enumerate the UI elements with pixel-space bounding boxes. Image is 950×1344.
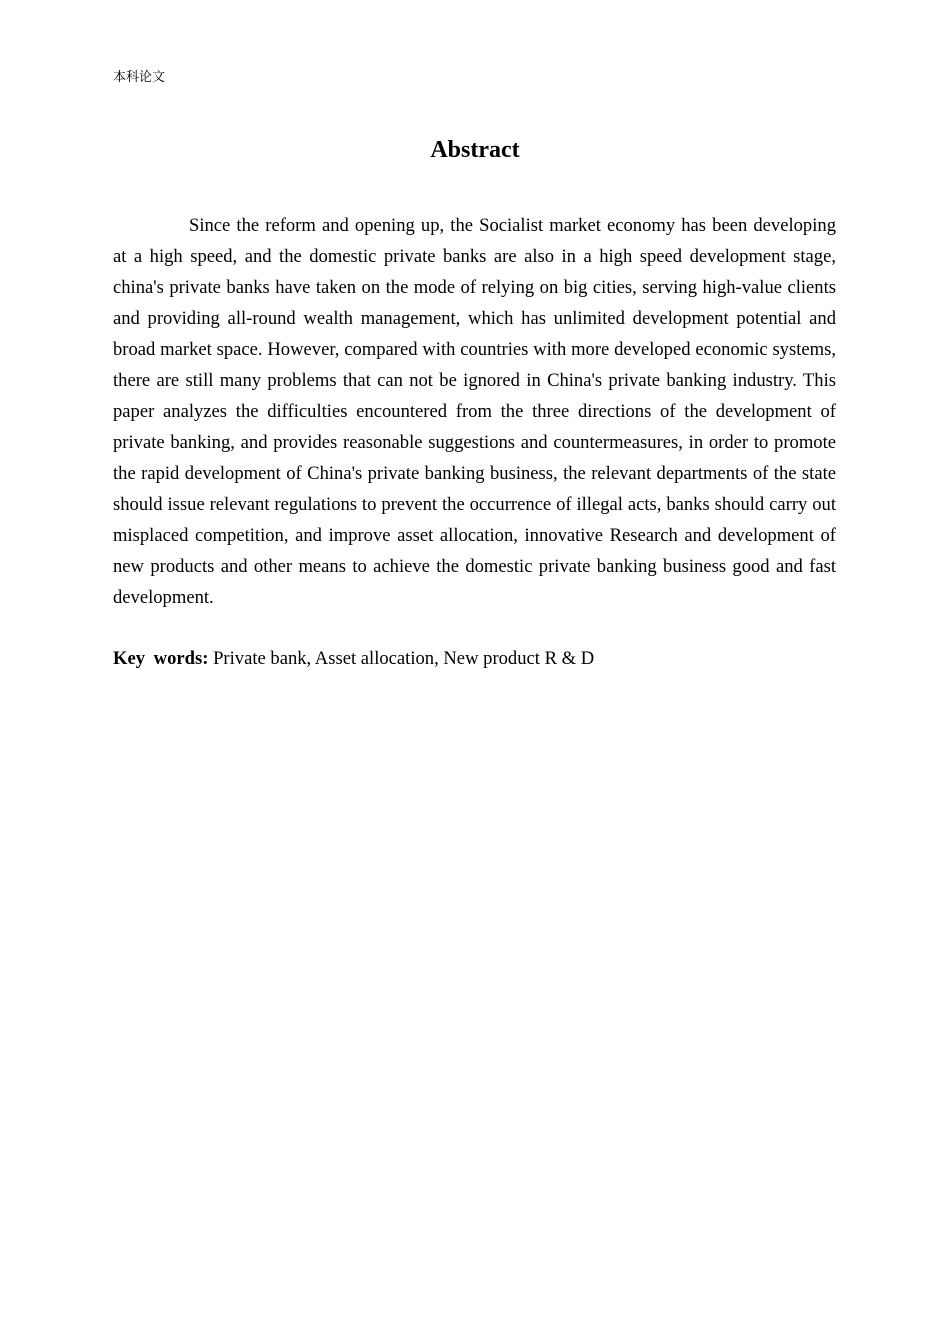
keywords-text: Private bank, Asset allocation, New product R & D (213, 648, 595, 669)
keywords-label: Key words: (113, 648, 209, 669)
running-header: 本科论文 (113, 70, 166, 85)
abstract-title: Abstract (430, 137, 520, 163)
abstract-body: Since the reform and opening up, the Socialist market economy has been developing at a high speed, and the domestic private banks are also in a high speed development stage, china's private banks have taken on the mode of relying on big cities, serving high-value clients and providing all-round wealth management, which has unlimited development potential and broad market space. However, compared with countries with more developed economic systems, there are still many problems that can not be ignored in China's private banking industry. This paper analyzes the difficulties encountered from the three directions of the development of private banking, and provides reasonable suggestions and countermeasures, in order to promote the rapid development of China's private banking business, the relevant departments of the state should issue relevant regulations to prevent the occurrence of illegal acts, banks should carry out misplaced competition, and improve asset allocation, innovative Research and development of new products and other means to achieve the domestic private banking business good and fast development. (113, 215, 836, 608)
keywords-line (113, 643, 836, 674)
